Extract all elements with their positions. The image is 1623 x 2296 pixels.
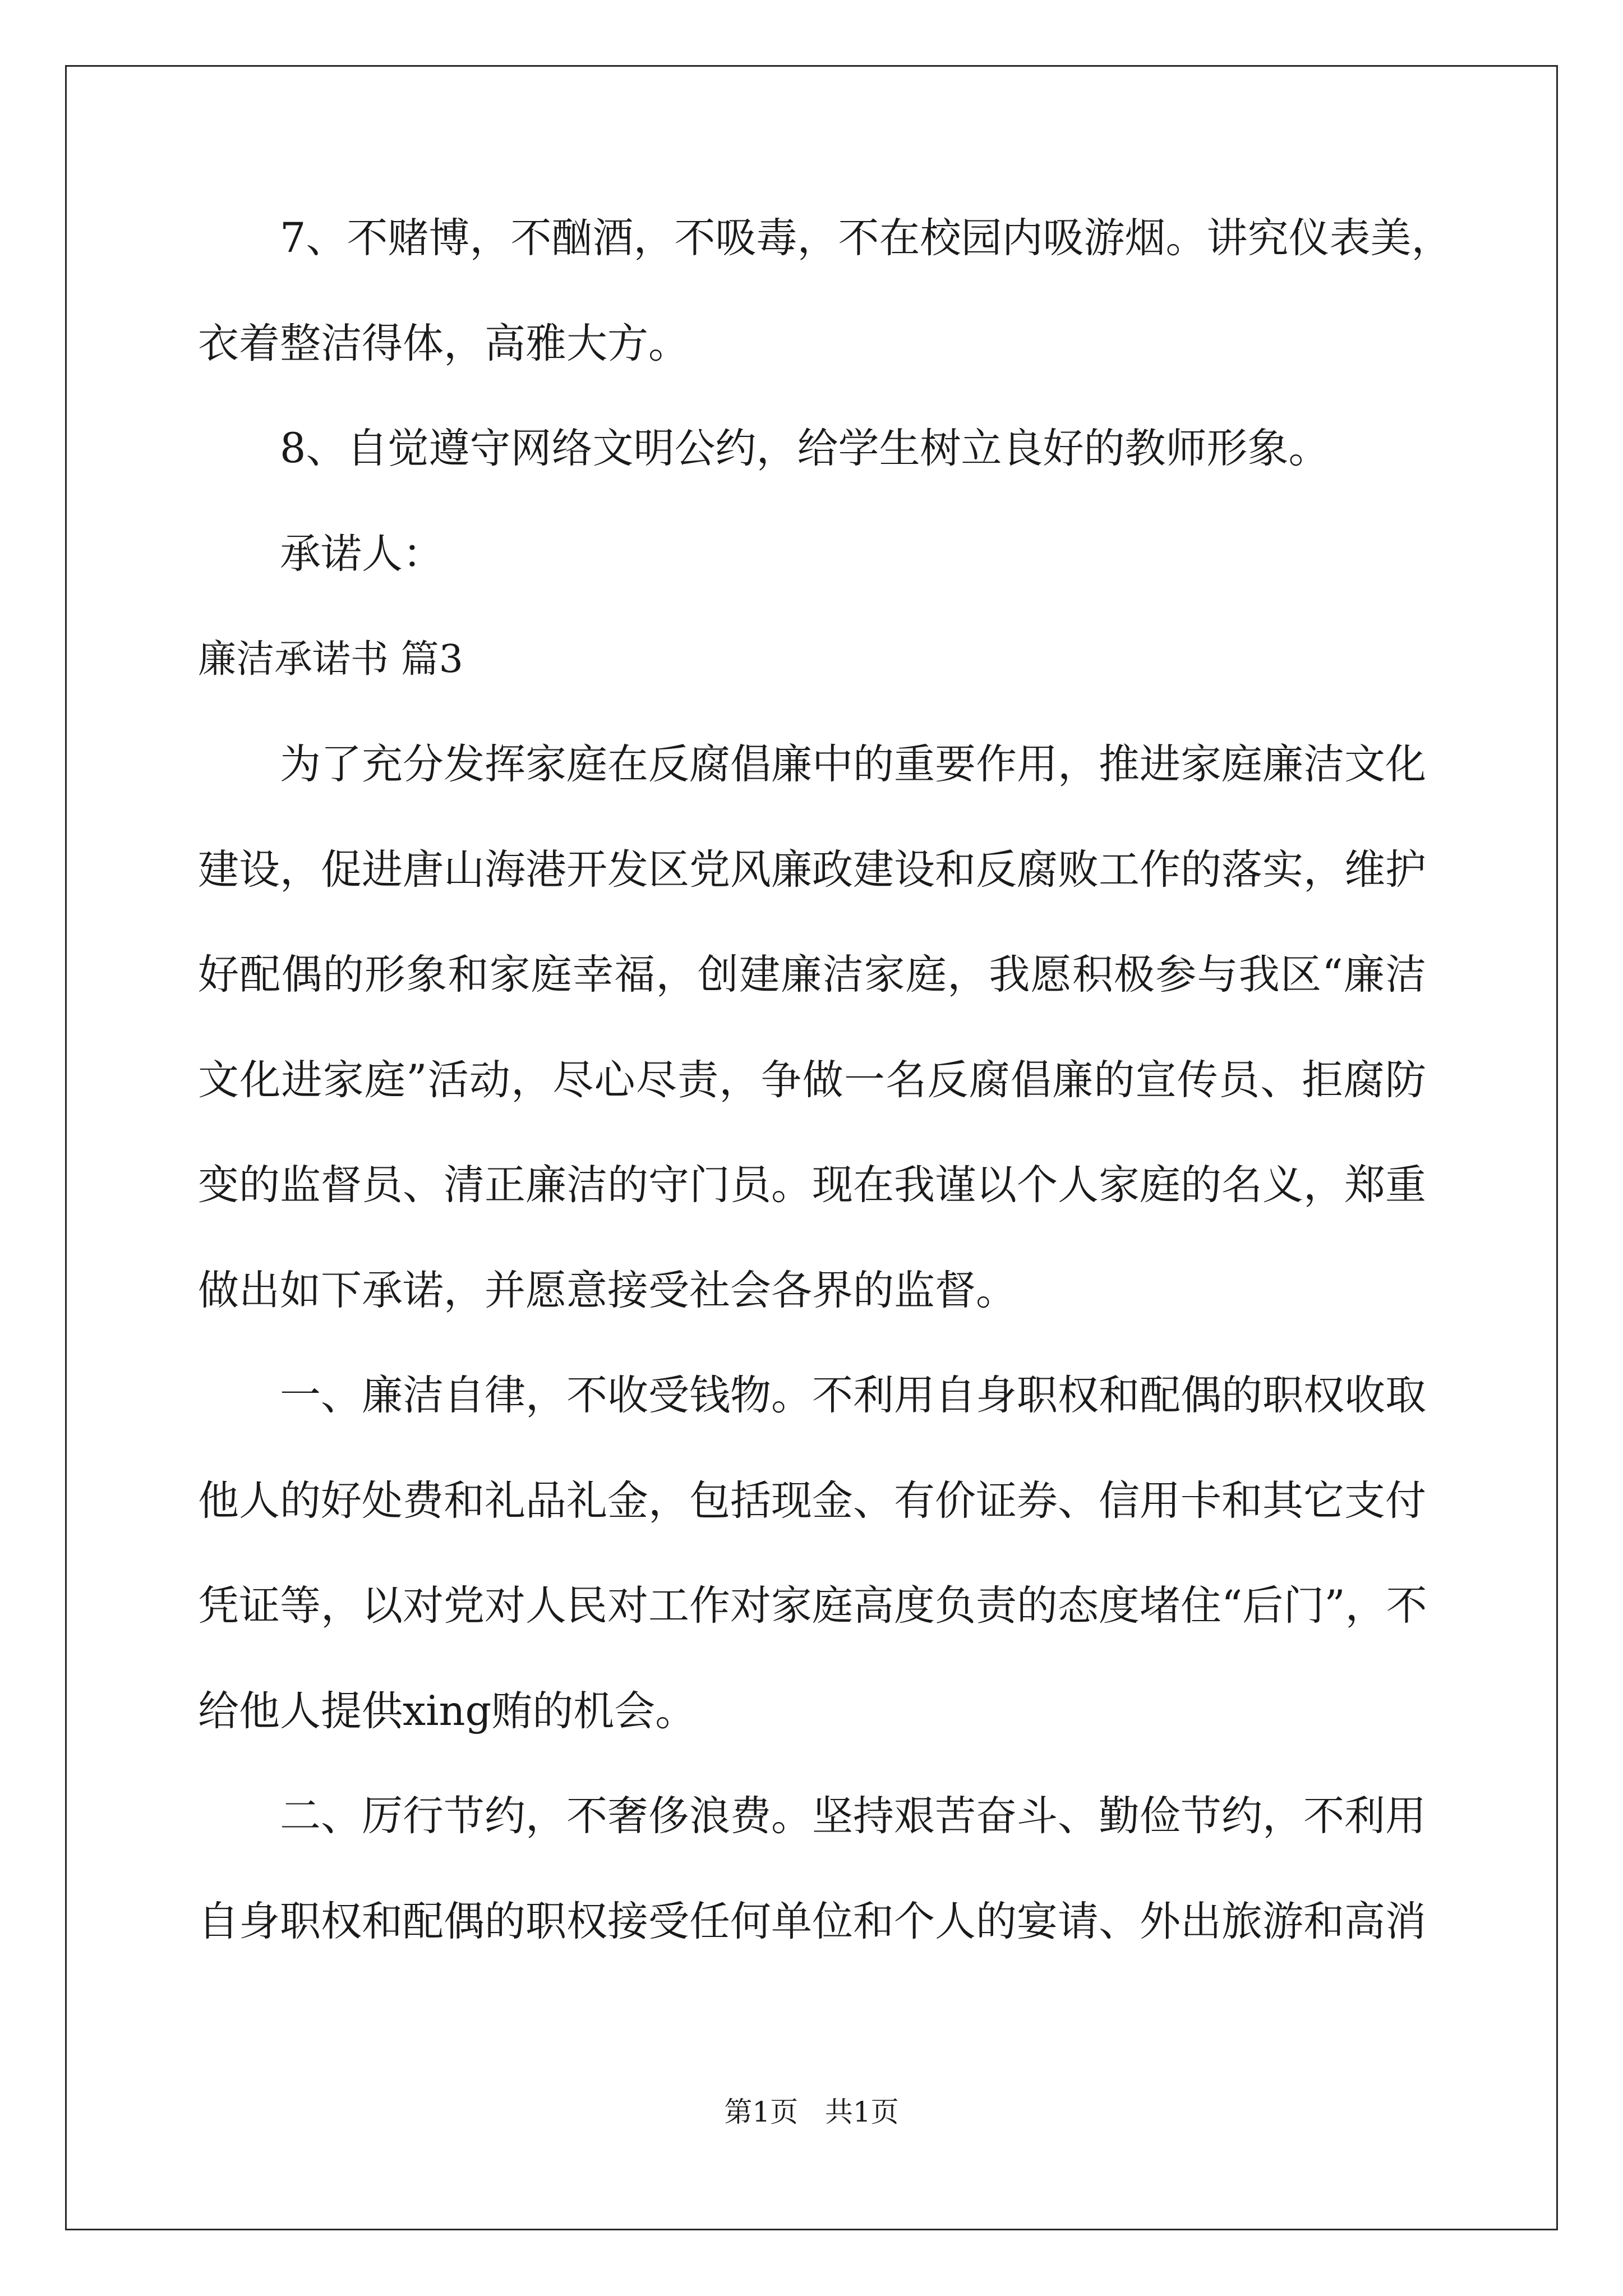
paragraph-line: 建设，促进唐山海港开发区党风廉政建设和反腐败工作的落实，维护 bbox=[198, 846, 1426, 894]
paragraph-line: 自身职权和配偶的职权接受任何单位和个人的宴请、外出旅游和高消 bbox=[198, 1898, 1426, 1945]
paragraph-line: 8、自觉遵守网络文明公约，给学生树立良好的教师形象。 bbox=[280, 425, 1330, 472]
paragraph-line: 凭证等，以对党对人民对工作对家庭高度负责的态度堵住“后门”，不 bbox=[198, 1582, 1427, 1630]
paragraph-line: 好配偶的形象和家庭幸福，创建廉洁家庭，我愿积极参与我区“廉洁 bbox=[198, 951, 1426, 999]
paragraph-line: 做出如下承诺，并愿意接受社会各界的监督。 bbox=[198, 1267, 1017, 1314]
paragraph-line: 一、廉洁自律，不收受钱物。不利用自身职权和配偶的职权收取 bbox=[280, 1372, 1426, 1419]
paragraph-line: 给他人提供xing贿的机会。 bbox=[198, 1687, 697, 1735]
paragraph-line: 他人的好处费和礼品礼金，包括现金、有价证券、信用卡和其它支付 bbox=[198, 1477, 1426, 1525]
page-number-footer: 第1页 共1页 bbox=[724, 2096, 899, 2128]
section-heading: 廉洁承诺书 篇3 bbox=[198, 637, 463, 682]
paragraph-line: 为了充分发挥家庭在反腐倡廉中的重要作用，推进家庭廉洁文化 bbox=[280, 740, 1426, 788]
paragraph-line: 文化进家庭”活动，尽心尽责，争做一名反腐倡廉的宣传员、拒腐防 bbox=[198, 1056, 1426, 1104]
paragraph-line: 二、厉行节约，不奢侈浪费。坚持艰苦奋斗、勤俭节约，不利用 bbox=[280, 1792, 1426, 1840]
paragraph-line: 变的监督员、清正廉洁的守门员。现在我谨以个人家庭的名义，郑重 bbox=[198, 1161, 1426, 1209]
signature-label: 承诺人： bbox=[280, 530, 444, 578]
paragraph-line: 7、不赌博，不酗酒，不吸毒，不在校园内吸游烟。讲究仪表美， bbox=[280, 214, 1453, 262]
paragraph-line: 衣着整洁得体，高雅大方。 bbox=[198, 320, 689, 367]
